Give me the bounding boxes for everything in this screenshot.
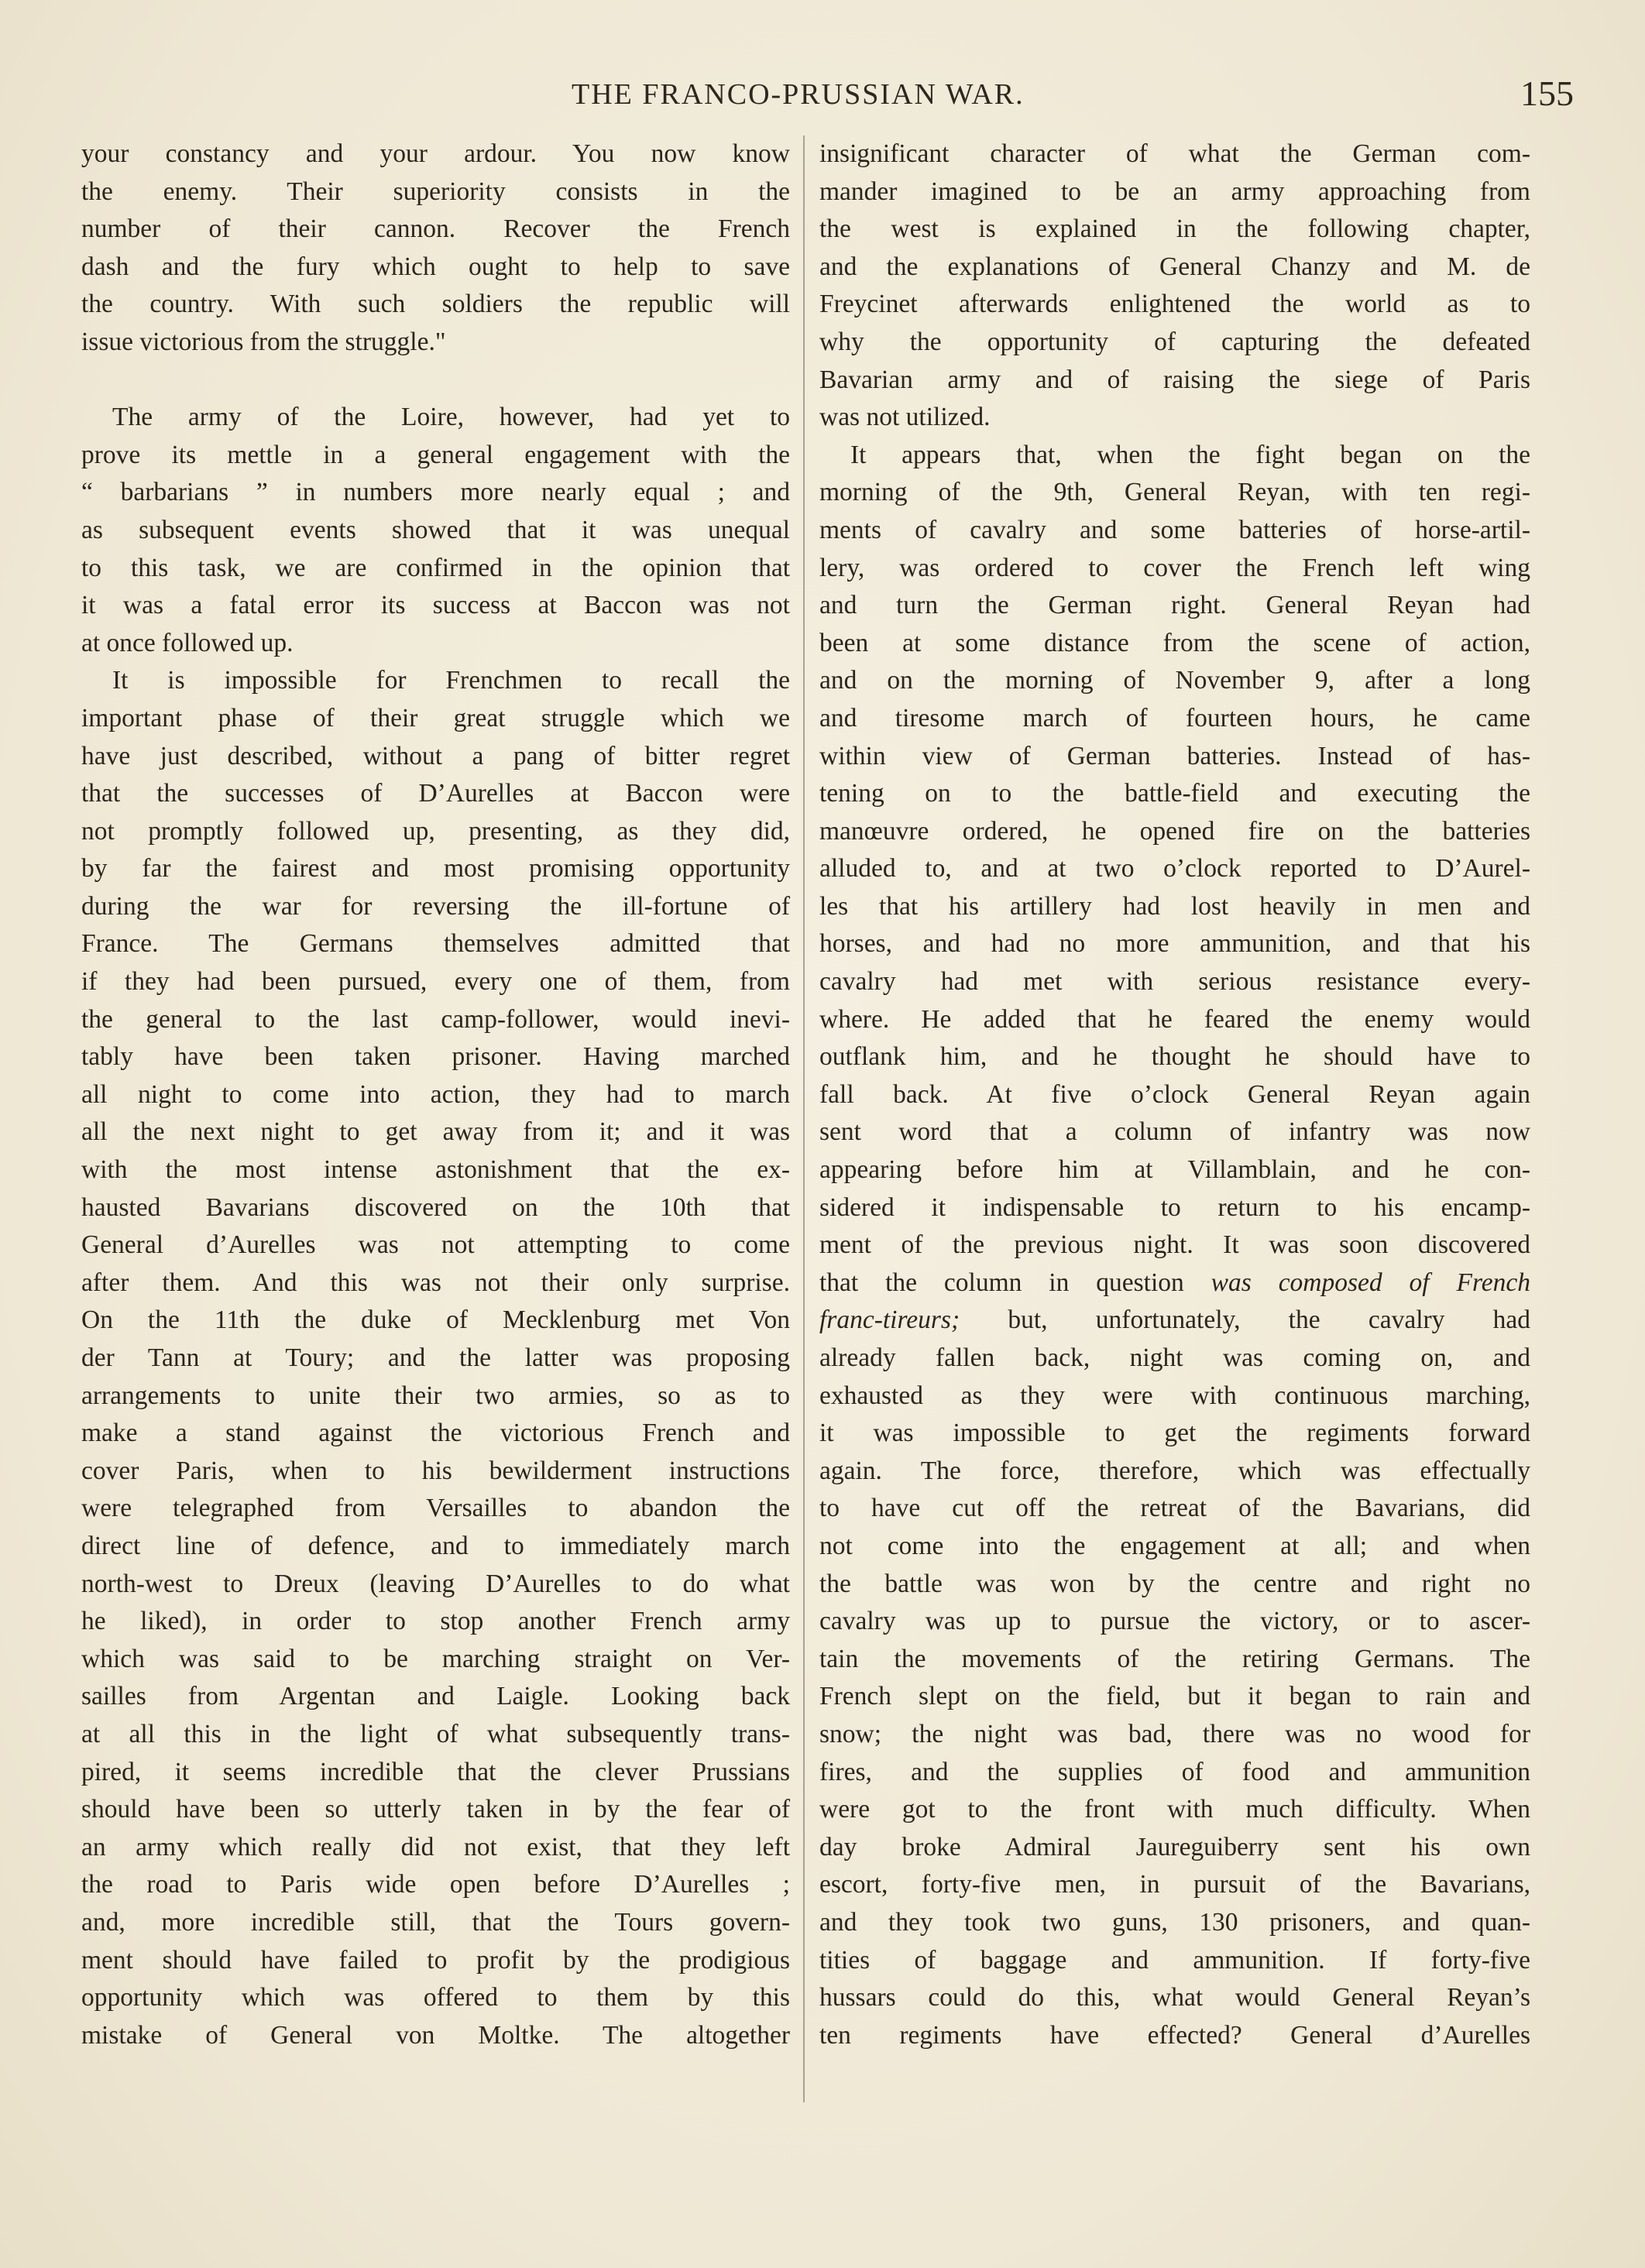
text-line: were got to the front with much difficulty. When <box>819 1795 1530 1824</box>
text-line: cover Paris, when to his bewilderment instructions <box>81 1456 790 1485</box>
text-line: should have been so utterly taken in by the fear of <box>81 1795 790 1824</box>
text-line: after them. And this was not their only surprise. <box>81 1268 790 1297</box>
text-line: arrangements to unite their two armies, so as to <box>81 1381 790 1410</box>
text-line: ten regiments have effected? General d’Aurelles <box>819 2020 1530 2050</box>
text-line: and the explanations of General Chanzy and M. de <box>819 252 1530 281</box>
text-line: les that his artillery had lost heavily in men and <box>819 891 1530 921</box>
column-divider <box>803 136 805 2102</box>
text-line: “ barbarians ” in numbers more nearly equal ; and <box>81 478 790 507</box>
running-head <box>0 74 1645 124</box>
text-line: that the successes of D’Aurelles at Baccon were <box>81 779 790 808</box>
text-line: Freycinet afterwards enlightened the world as to <box>819 290 1530 319</box>
text-line: north-west to Dreux (leaving D’Aurelles to do what <box>81 1569 790 1598</box>
text-line: the country. With such soldiers the republic will <box>81 290 790 319</box>
text-line: ments of cavalry and some batteries of horse-artil- <box>819 515 1530 544</box>
text-line: ment of the previous night. It was soon discovered <box>819 1230 1530 1260</box>
text-line: appearing before him at Villamblain, and he con- <box>819 1155 1530 1185</box>
text-line: by far the fairest and most promising opportunity <box>81 854 790 884</box>
text-line: tably have been taken prisoner. Having marched <box>81 1042 790 1072</box>
text-line: it was impossible to get the regiments forward <box>819 1419 1530 1448</box>
text-fragment: that the column in question <box>819 1268 1184 1297</box>
text-line: French slept on the field, but it began to rain and <box>819 1682 1530 1711</box>
text-line: the enemy. Their superiority consists in the <box>81 177 790 206</box>
text-line-mixed <box>819 1264 1530 1302</box>
italic-fragment: was composed of French <box>1211 1268 1530 1297</box>
text-line: he liked), in order to stop another French army <box>81 1607 790 1636</box>
text-line: mander imagined to be an army approaching from <box>819 177 1530 206</box>
text-line: exhausted as they were with continuous marching, <box>819 1381 1530 1410</box>
text-line: with the most intense astonishment that the ex- <box>81 1155 790 1185</box>
text-line: outflank him, and he thought he should have to <box>819 1042 1530 1072</box>
text-line: lery, was ordered to cover the French left wing <box>819 553 1530 582</box>
text-line: and turn the German right. General Reyan had <box>819 591 1530 620</box>
text-line: not promptly followed up, presenting, as they did, <box>81 816 790 846</box>
text-line: day broke Admiral Jaureguiberry sent his own <box>819 1832 1530 1861</box>
right-column <box>819 136 1530 2054</box>
text-line: It appears that, when the fight began on the <box>850 440 1530 469</box>
text-line: the west is explained in the following chapter, <box>819 214 1530 244</box>
text-line: an army which really did not exist, that they left <box>81 1832 790 1861</box>
left-column <box>81 136 790 2054</box>
text-line: and they took two guns, 130 prisoners, and quan- <box>819 1907 1530 1937</box>
text-line: hussars could do this, what would General Reyan’s <box>819 1983 1530 2012</box>
text-line: issue victorious from the struggle." <box>81 327 446 356</box>
text-line: already fallen back, night was coming on, and <box>819 1343 1530 1372</box>
page-number: 155 <box>1520 74 1574 113</box>
text-line: opportunity which was offered to them by this <box>81 1983 790 2012</box>
text-line: not come into the engagement at all; and when <box>819 1531 1530 1560</box>
text-line: make a stand against the victorious French and <box>81 1419 790 1448</box>
text-line: why the opportunity of capturing the defeated <box>819 327 1530 356</box>
text-line: fires, and the supplies of food and ammunition <box>819 1757 1530 1786</box>
text-line: at once followed up. <box>81 628 294 657</box>
text-line: direct line of defence, and to immediately march <box>81 1531 790 1560</box>
text-line: been at some distance from the scene of action, <box>819 628 1530 657</box>
paragraph-gap <box>81 362 790 400</box>
text-line: to this task, we are confirmed in the opinion that <box>81 553 790 582</box>
text-line: within view of German batteries. Instead of has- <box>819 741 1530 770</box>
text-line: your constancy and your ardour. You now know <box>81 139 790 168</box>
text-fragment: but, unfortunately, the cavalry had <box>1008 1306 1531 1335</box>
text-line: dash and the fury which ought to help to save <box>81 252 790 281</box>
text-line: escort, forty-five men, in pursuit of the Bavarians, <box>819 1870 1530 1899</box>
text-line: tities of baggage and ammunition. If forty-five <box>819 1945 1530 1975</box>
text-line: fall back. At five o’clock General Reyan again <box>819 1079 1530 1109</box>
text-line: all the next night to get away from it; and it was <box>81 1117 790 1147</box>
text-line: prove its mettle in a general engagement with the <box>81 440 790 469</box>
text-line: which was said to be marching straight on Ver- <box>81 1644 790 1673</box>
text-line: mistake of General von Moltke. The altogether <box>81 2020 790 2050</box>
text-line: at all this in the light of what subsequently trans- <box>81 1719 790 1748</box>
text-line: tain the movements of the retiring Germans. The <box>819 1644 1530 1673</box>
text-line: and tiresome march of fourteen hours, he came <box>819 703 1530 733</box>
text-line: important phase of their great struggle which we <box>81 703 790 733</box>
text-line: sidered it indispensable to return to his encamp- <box>819 1192 1530 1222</box>
text-line: where. He added that he feared the enemy would <box>819 1004 1530 1034</box>
text-line: alluded to, and at two o’clock reported to D’Aurel- <box>819 854 1530 884</box>
text-line: ment should have failed to profit by the prodigious <box>81 1945 790 1975</box>
text-line: France. The Germans themselves admitted that <box>81 929 790 959</box>
text-line: tening on to the battle-field and executing the <box>819 779 1530 808</box>
text-line: the general to the last camp-follower, would inevi- <box>81 1004 790 1034</box>
text-line: der Tann at Toury; and the latter was proposing <box>81 1343 790 1372</box>
text-line: it was a fatal error its success at Baccon was not <box>81 591 790 620</box>
text-line: were telegraphed from Versailles to abandon the <box>81 1494 790 1523</box>
text-line: have just described, without a pang of bitter regret <box>81 741 790 770</box>
text-line: morning of the 9th, General Reyan, with ten regi- <box>819 478 1530 507</box>
text-line: again. The force, therefore, which was effectually <box>819 1456 1530 1485</box>
text-line: during the war for reversing the ill-fortune of <box>81 891 790 921</box>
text-line: On the 11th the duke of Mecklenburg met Von <box>81 1306 790 1335</box>
text-line: if they had been pursued, every one of them, from <box>81 967 790 997</box>
text-line: and, more incredible still, that the Tours govern- <box>81 1907 790 1937</box>
text-line: cavalry had met with serious resistance every- <box>819 967 1530 997</box>
text-line: insignificant character of what the German com- <box>819 139 1530 168</box>
text-line: manœuvre ordered, he opened fire on the batteries <box>819 816 1530 846</box>
running-title: THE FRANCO-PRUSSIAN WAR. <box>572 78 1025 111</box>
text-line: hausted Bavarians discovered on the 10th that <box>81 1192 790 1222</box>
text-line: horses, and had no more ammunition, and that his <box>819 929 1530 959</box>
text-line: to have cut off the retreat of the Bavarians, did <box>819 1494 1530 1523</box>
text-line: the road to Paris wide open before D’Aurelles ; <box>81 1870 790 1899</box>
text-line: as subsequent events showed that it was unequal <box>81 515 790 544</box>
text-line-mixed <box>819 1302 1530 1340</box>
italic-fragment: franc-tireurs; <box>819 1306 960 1335</box>
text-line: It is impossible for Frenchmen to recall the <box>112 666 790 695</box>
text-line: all night to come into action, they had to march <box>81 1079 790 1109</box>
text-line: The army of the Loire, however, had yet to <box>112 403 790 432</box>
text-line: sent word that a column of infantry was now <box>819 1117 1530 1147</box>
text-line: snow; the night was bad, there was no wood for <box>819 1719 1530 1748</box>
text-line: was not utilized. <box>819 403 991 432</box>
text-line: cavalry was up to pursue the victory, or to ascer- <box>819 1607 1530 1636</box>
text-line: and on the morning of November 9, after a long <box>819 666 1530 695</box>
text-line: the battle was won by the centre and right no <box>819 1569 1530 1598</box>
text-line: sailles from Argentan and Laigle. Looking back <box>81 1682 790 1711</box>
text-line: number of their cannon. Recover the French <box>81 214 790 244</box>
text-line: pired, it seems incredible that the clever Prussians <box>81 1757 790 1786</box>
text-line: Bavarian army and of raising the siege of Paris <box>819 365 1530 394</box>
text-line: General d’Aurelles was not attempting to come <box>81 1230 790 1260</box>
